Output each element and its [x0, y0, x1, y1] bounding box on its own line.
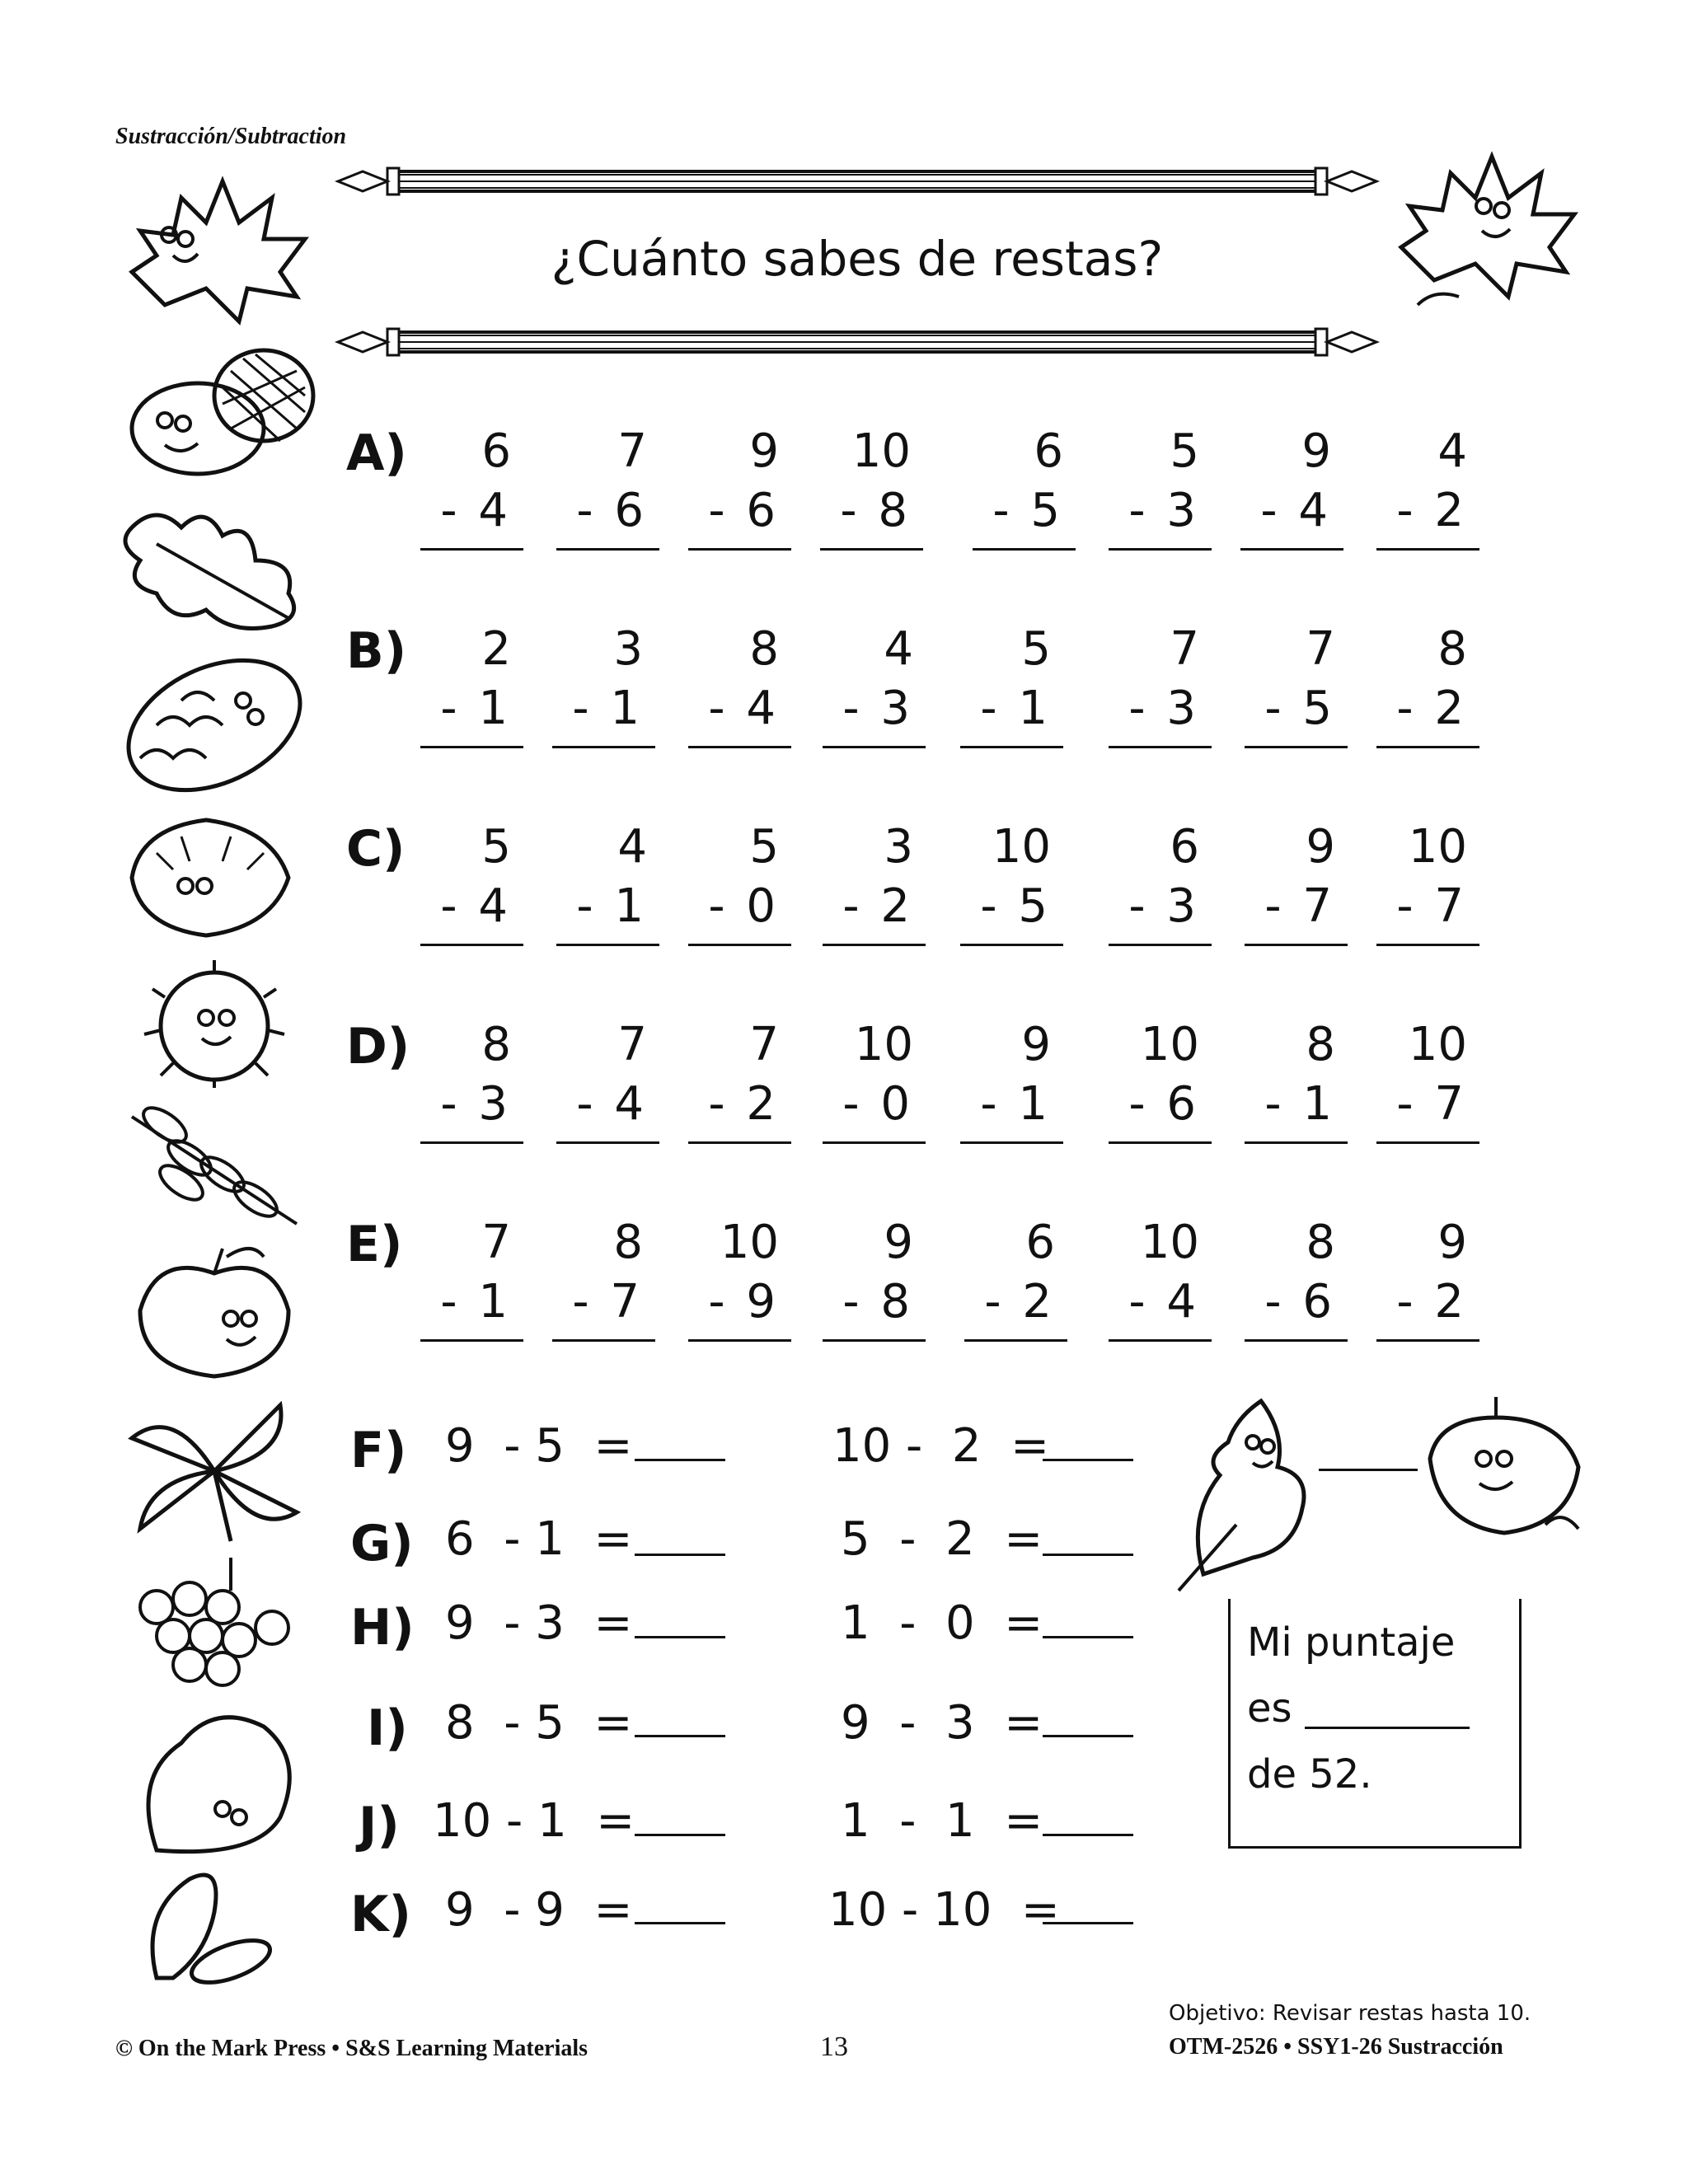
subtrahend: - 2 [708, 1077, 779, 1131]
problem [1245, 1216, 1348, 1339]
maple-seed-icon [107, 1863, 321, 1986]
subtrahend: - 5 [980, 879, 1051, 933]
minuend: 6 [1034, 424, 1063, 478]
equation: 10 - 2 = [832, 1419, 1050, 1473]
minuend: 10 [1408, 1018, 1467, 1071]
subtrahend: - 3 [440, 1077, 511, 1131]
row-label-i: I) [367, 1699, 408, 1757]
answer-blank[interactable] [1043, 1834, 1133, 1836]
leaf-face-icon [107, 804, 321, 944]
answer-line[interactable] [820, 548, 923, 551]
berries-icon [107, 1549, 321, 1690]
subtrahend: - 7 [1396, 1077, 1467, 1131]
equation: 1 - 0 = [841, 1596, 1043, 1650]
answer-line[interactable] [688, 944, 791, 946]
page-title: ¿Cuánto sabes de restas? [551, 231, 1164, 287]
equation: 9 - 5 = [445, 1419, 633, 1473]
subtrahend: - 7 [1264, 879, 1335, 933]
minuend: 7 [617, 424, 647, 478]
subtrahend: - 1 [1264, 1077, 1335, 1131]
answer-blank[interactable] [635, 1636, 725, 1638]
connector-line [1319, 1469, 1418, 1471]
answer-line[interactable] [1109, 746, 1212, 748]
subtrahend: - 4 [440, 484, 511, 537]
subtrahend: - 4 [708, 682, 779, 735]
answer-line[interactable] [1245, 1339, 1348, 1342]
round-leaf-face-icon [1414, 1385, 1595, 1549]
answer-blank[interactable] [635, 1834, 725, 1836]
subtrahend: - 8 [842, 1275, 913, 1329]
acorn-icon [107, 338, 321, 486]
title-scroll-top [330, 165, 1385, 198]
answer-blank[interactable] [635, 1922, 725, 1924]
minuend: 4 [884, 622, 913, 676]
minuend: 4 [1437, 424, 1467, 478]
problem [1245, 1018, 1348, 1141]
row-label-g: G) [350, 1515, 414, 1572]
minuend: 5 [481, 820, 511, 874]
answer-line[interactable] [823, 1339, 926, 1342]
subtrahend: - 4 [1128, 1275, 1199, 1329]
answer-line[interactable] [1109, 1141, 1212, 1144]
answer-line[interactable] [420, 1141, 523, 1144]
apple-icon [107, 1236, 321, 1385]
equation: 9 - 3 = [445, 1596, 633, 1650]
minuend: 10 [1140, 1018, 1199, 1071]
row-label-j: J) [359, 1797, 400, 1854]
answer-line[interactable] [688, 1339, 791, 1342]
minuend: 8 [749, 622, 779, 676]
answer-line[interactable] [552, 746, 655, 748]
minuend: 4 [617, 820, 647, 874]
minuend: 5 [749, 820, 779, 874]
problem [556, 820, 659, 944]
answer-line[interactable] [688, 548, 791, 551]
problem [420, 424, 523, 548]
answer-line[interactable] [960, 944, 1063, 946]
problem [688, 1216, 791, 1339]
problem [1245, 622, 1348, 746]
subtrahend: - 3 [1128, 682, 1199, 735]
answer-line[interactable] [1245, 1141, 1348, 1144]
minuend: 9 [1301, 424, 1331, 478]
answer-line[interactable] [960, 1141, 1063, 1144]
problem [823, 1216, 926, 1339]
minuend: 10 [1140, 1216, 1199, 1269]
tulip-leaf-icon [107, 1694, 321, 1858]
problem-row-d [346, 1018, 1500, 1183]
chestnut-leaf-icon [107, 1389, 321, 1545]
answer-blank[interactable] [635, 1554, 725, 1556]
product-code: OTM-2526 • SSY1-26 Sustracción [1169, 2034, 1503, 2060]
answer-line[interactable] [823, 944, 926, 946]
answer-blank[interactable] [1043, 1459, 1133, 1461]
subtrahend: - 5 [1264, 682, 1335, 735]
subtrahend: - 9 [708, 1275, 779, 1329]
section-label: Sustracción/Subtraction [115, 124, 347, 149]
answer-line[interactable] [688, 746, 791, 748]
oak-leaf-icon [107, 494, 321, 635]
minuend: 10 [1408, 820, 1467, 874]
maple-leaf-face-icon [1385, 140, 1582, 321]
subtrahend: - 1 [440, 1275, 511, 1329]
equation: 9 - 3 = [841, 1696, 1043, 1750]
equation: 8 - 5 = [445, 1696, 633, 1750]
row-label: A) [346, 424, 407, 482]
minuend: 5 [1021, 622, 1051, 676]
problem [1109, 1216, 1212, 1339]
subtrahend: - 5 [992, 484, 1063, 537]
fern-leaf-icon [107, 1092, 321, 1232]
problem [420, 1216, 523, 1339]
copyright-text: © On the Mark Press • S&S Learning Materials [115, 2036, 588, 2061]
title-scroll-bottom [330, 326, 1385, 359]
minuend: 7 [1306, 622, 1335, 676]
subtrahend: - 7 [572, 1275, 643, 1329]
subtrahend: - 7 [1396, 879, 1467, 933]
minuend: 6 [1170, 820, 1199, 874]
equation: 10 - 1 = [433, 1794, 635, 1848]
answer-line[interactable] [556, 1141, 659, 1144]
answer-line[interactable] [556, 944, 659, 946]
answer-line[interactable] [1376, 1339, 1479, 1342]
row-label-k: K) [350, 1886, 411, 1943]
problem [960, 622, 1063, 746]
answer-line[interactable] [1240, 548, 1343, 551]
answer-line[interactable] [973, 548, 1076, 551]
row-label: C) [346, 820, 406, 878]
minuend: 8 [1306, 1216, 1335, 1269]
subtrahend: - 2 [1396, 1275, 1467, 1329]
problem [1245, 820, 1348, 944]
subtrahend: - 1 [576, 879, 647, 933]
answer-blank[interactable] [635, 1735, 725, 1737]
minuend: 7 [749, 1018, 779, 1071]
row-label-h: H) [350, 1599, 415, 1657]
answer-line[interactable] [420, 1339, 523, 1342]
answer-line[interactable] [823, 746, 926, 748]
problem [552, 1216, 655, 1339]
maple-leaf-icon [107, 165, 321, 330]
answer-line[interactable] [1109, 944, 1212, 946]
score-label: de 52. [1247, 1751, 1372, 1797]
minuend: 9 [1021, 1018, 1051, 1071]
problem [420, 622, 523, 746]
minuend: 2 [481, 622, 511, 676]
answer-blank[interactable] [1043, 1922, 1133, 1924]
subtrahend: - 2 [1396, 484, 1467, 537]
row-label-f: F) [350, 1422, 407, 1479]
minuend: 10 [854, 1018, 913, 1071]
problem [556, 424, 659, 548]
equation: 10 - 10 = [828, 1883, 1060, 1937]
equation: 1 - 1 = [841, 1794, 1043, 1848]
problem [960, 1018, 1063, 1141]
minuend: 10 [992, 820, 1051, 874]
subtrahend: - 4 [440, 879, 511, 933]
problem [820, 424, 923, 548]
problem [1109, 1018, 1212, 1141]
answer-line[interactable] [688, 1141, 791, 1144]
minuend: 8 [613, 1216, 643, 1269]
problem [823, 622, 926, 746]
answer-line[interactable] [823, 1141, 926, 1144]
answer-line[interactable] [1376, 548, 1479, 551]
problem [420, 1018, 523, 1141]
minuend: 10 [851, 424, 911, 478]
answer-line[interactable] [1376, 944, 1479, 946]
subtrahend: - 2 [842, 879, 913, 933]
minuend: 6 [481, 424, 511, 478]
leaf-face-icon [1170, 1385, 1319, 1599]
problem [1376, 622, 1479, 746]
minuend: 3 [884, 820, 913, 874]
problem-row-b [346, 622, 1500, 787]
subtrahend: - 1 [572, 682, 643, 735]
subtrahend: - 1 [980, 682, 1051, 735]
subtrahend: - 3 [1128, 879, 1199, 933]
answer-blank[interactable] [1043, 1636, 1133, 1638]
minuend: 8 [1437, 622, 1467, 676]
problem [688, 424, 791, 548]
subtrahend: - 3 [842, 682, 913, 735]
subtrahend: - 6 [1264, 1275, 1335, 1329]
problem [688, 820, 791, 944]
minuend: 9 [1306, 820, 1335, 874]
answer-line[interactable] [420, 548, 523, 551]
answer-line[interactable] [556, 548, 659, 551]
problem [1376, 820, 1479, 944]
problem [1109, 622, 1212, 746]
subtrahend: - 2 [1396, 682, 1467, 735]
equation: 9 - 9 = [445, 1883, 633, 1937]
subtrahend: - 6 [708, 484, 779, 537]
pine-cone-icon [107, 643, 321, 799]
subtrahend: - 1 [440, 682, 511, 735]
minuend: 7 [1170, 622, 1199, 676]
problem [688, 1018, 791, 1141]
minuend: 7 [617, 1018, 647, 1071]
answer-line[interactable] [960, 746, 1063, 748]
problem [1240, 424, 1343, 548]
answer-line[interactable] [1245, 944, 1348, 946]
score-box [1228, 1599, 1522, 1849]
subtrahend: - 8 [840, 484, 911, 537]
answer-line[interactable] [1245, 746, 1348, 748]
chestnut-icon [107, 948, 321, 1088]
problem [960, 820, 1063, 944]
answer-line[interactable] [964, 1339, 1067, 1342]
problem [688, 622, 791, 746]
subtrahend: - 0 [708, 879, 779, 933]
minuend: 3 [613, 622, 643, 676]
problem-row-c [346, 820, 1500, 985]
problem [1109, 424, 1212, 548]
subtrahend: - 1 [980, 1077, 1051, 1131]
problem-row-a [346, 424, 1500, 589]
problem [964, 1216, 1067, 1339]
answer-line[interactable] [1109, 548, 1212, 551]
problem [420, 820, 523, 944]
subtrahend: - 3 [1128, 484, 1199, 537]
answer-blank[interactable] [1043, 1735, 1133, 1737]
subtrahend: - 6 [1128, 1077, 1199, 1131]
score-label: Mi puntaje [1247, 1619, 1456, 1666]
problem [823, 1018, 926, 1141]
answer-line[interactable] [420, 746, 523, 748]
row-label: B) [346, 622, 407, 680]
problem [1376, 424, 1479, 548]
minuend: 10 [720, 1216, 779, 1269]
minuend: 5 [1170, 424, 1199, 478]
minuend: 9 [884, 1216, 913, 1269]
equation: 6 - 1 = [445, 1512, 633, 1566]
subtrahend: - 4 [1260, 484, 1331, 537]
minuend: 8 [1306, 1018, 1335, 1071]
answer-blank[interactable] [635, 1459, 725, 1461]
problem [552, 622, 655, 746]
problem-row-e [346, 1216, 1500, 1380]
row-label: E) [346, 1216, 403, 1273]
problem [556, 1018, 659, 1141]
answer-line[interactable] [552, 1339, 655, 1342]
problem [1376, 1216, 1479, 1339]
minuend: 9 [749, 424, 779, 478]
answer-line[interactable] [1376, 1141, 1479, 1144]
answer-line[interactable] [420, 944, 523, 946]
answer-line[interactable] [1109, 1339, 1212, 1342]
problem [1376, 1018, 1479, 1141]
score-blank[interactable] [1305, 1727, 1470, 1729]
score-label: es [1247, 1685, 1292, 1732]
row-label: D) [346, 1018, 410, 1076]
subtrahend: - 6 [576, 484, 647, 537]
problem [823, 820, 926, 944]
problem [973, 424, 1076, 548]
problem [1109, 820, 1212, 944]
equation: 5 - 2 = [841, 1512, 1043, 1566]
subtrahend: - 4 [576, 1077, 647, 1131]
minuend: 8 [481, 1018, 511, 1071]
answer-blank[interactable] [1043, 1554, 1133, 1556]
minuend: 6 [1025, 1216, 1055, 1269]
answer-line[interactable] [1376, 746, 1479, 748]
objective-text: Objetivo: Revisar restas hasta 10. [1169, 2001, 1531, 2026]
subtrahend: - 0 [842, 1077, 913, 1131]
minuend: 9 [1437, 1216, 1467, 1269]
minuend: 7 [481, 1216, 511, 1269]
subtrahend: - 2 [984, 1275, 1055, 1329]
page-number: 13 [820, 2032, 848, 2062]
